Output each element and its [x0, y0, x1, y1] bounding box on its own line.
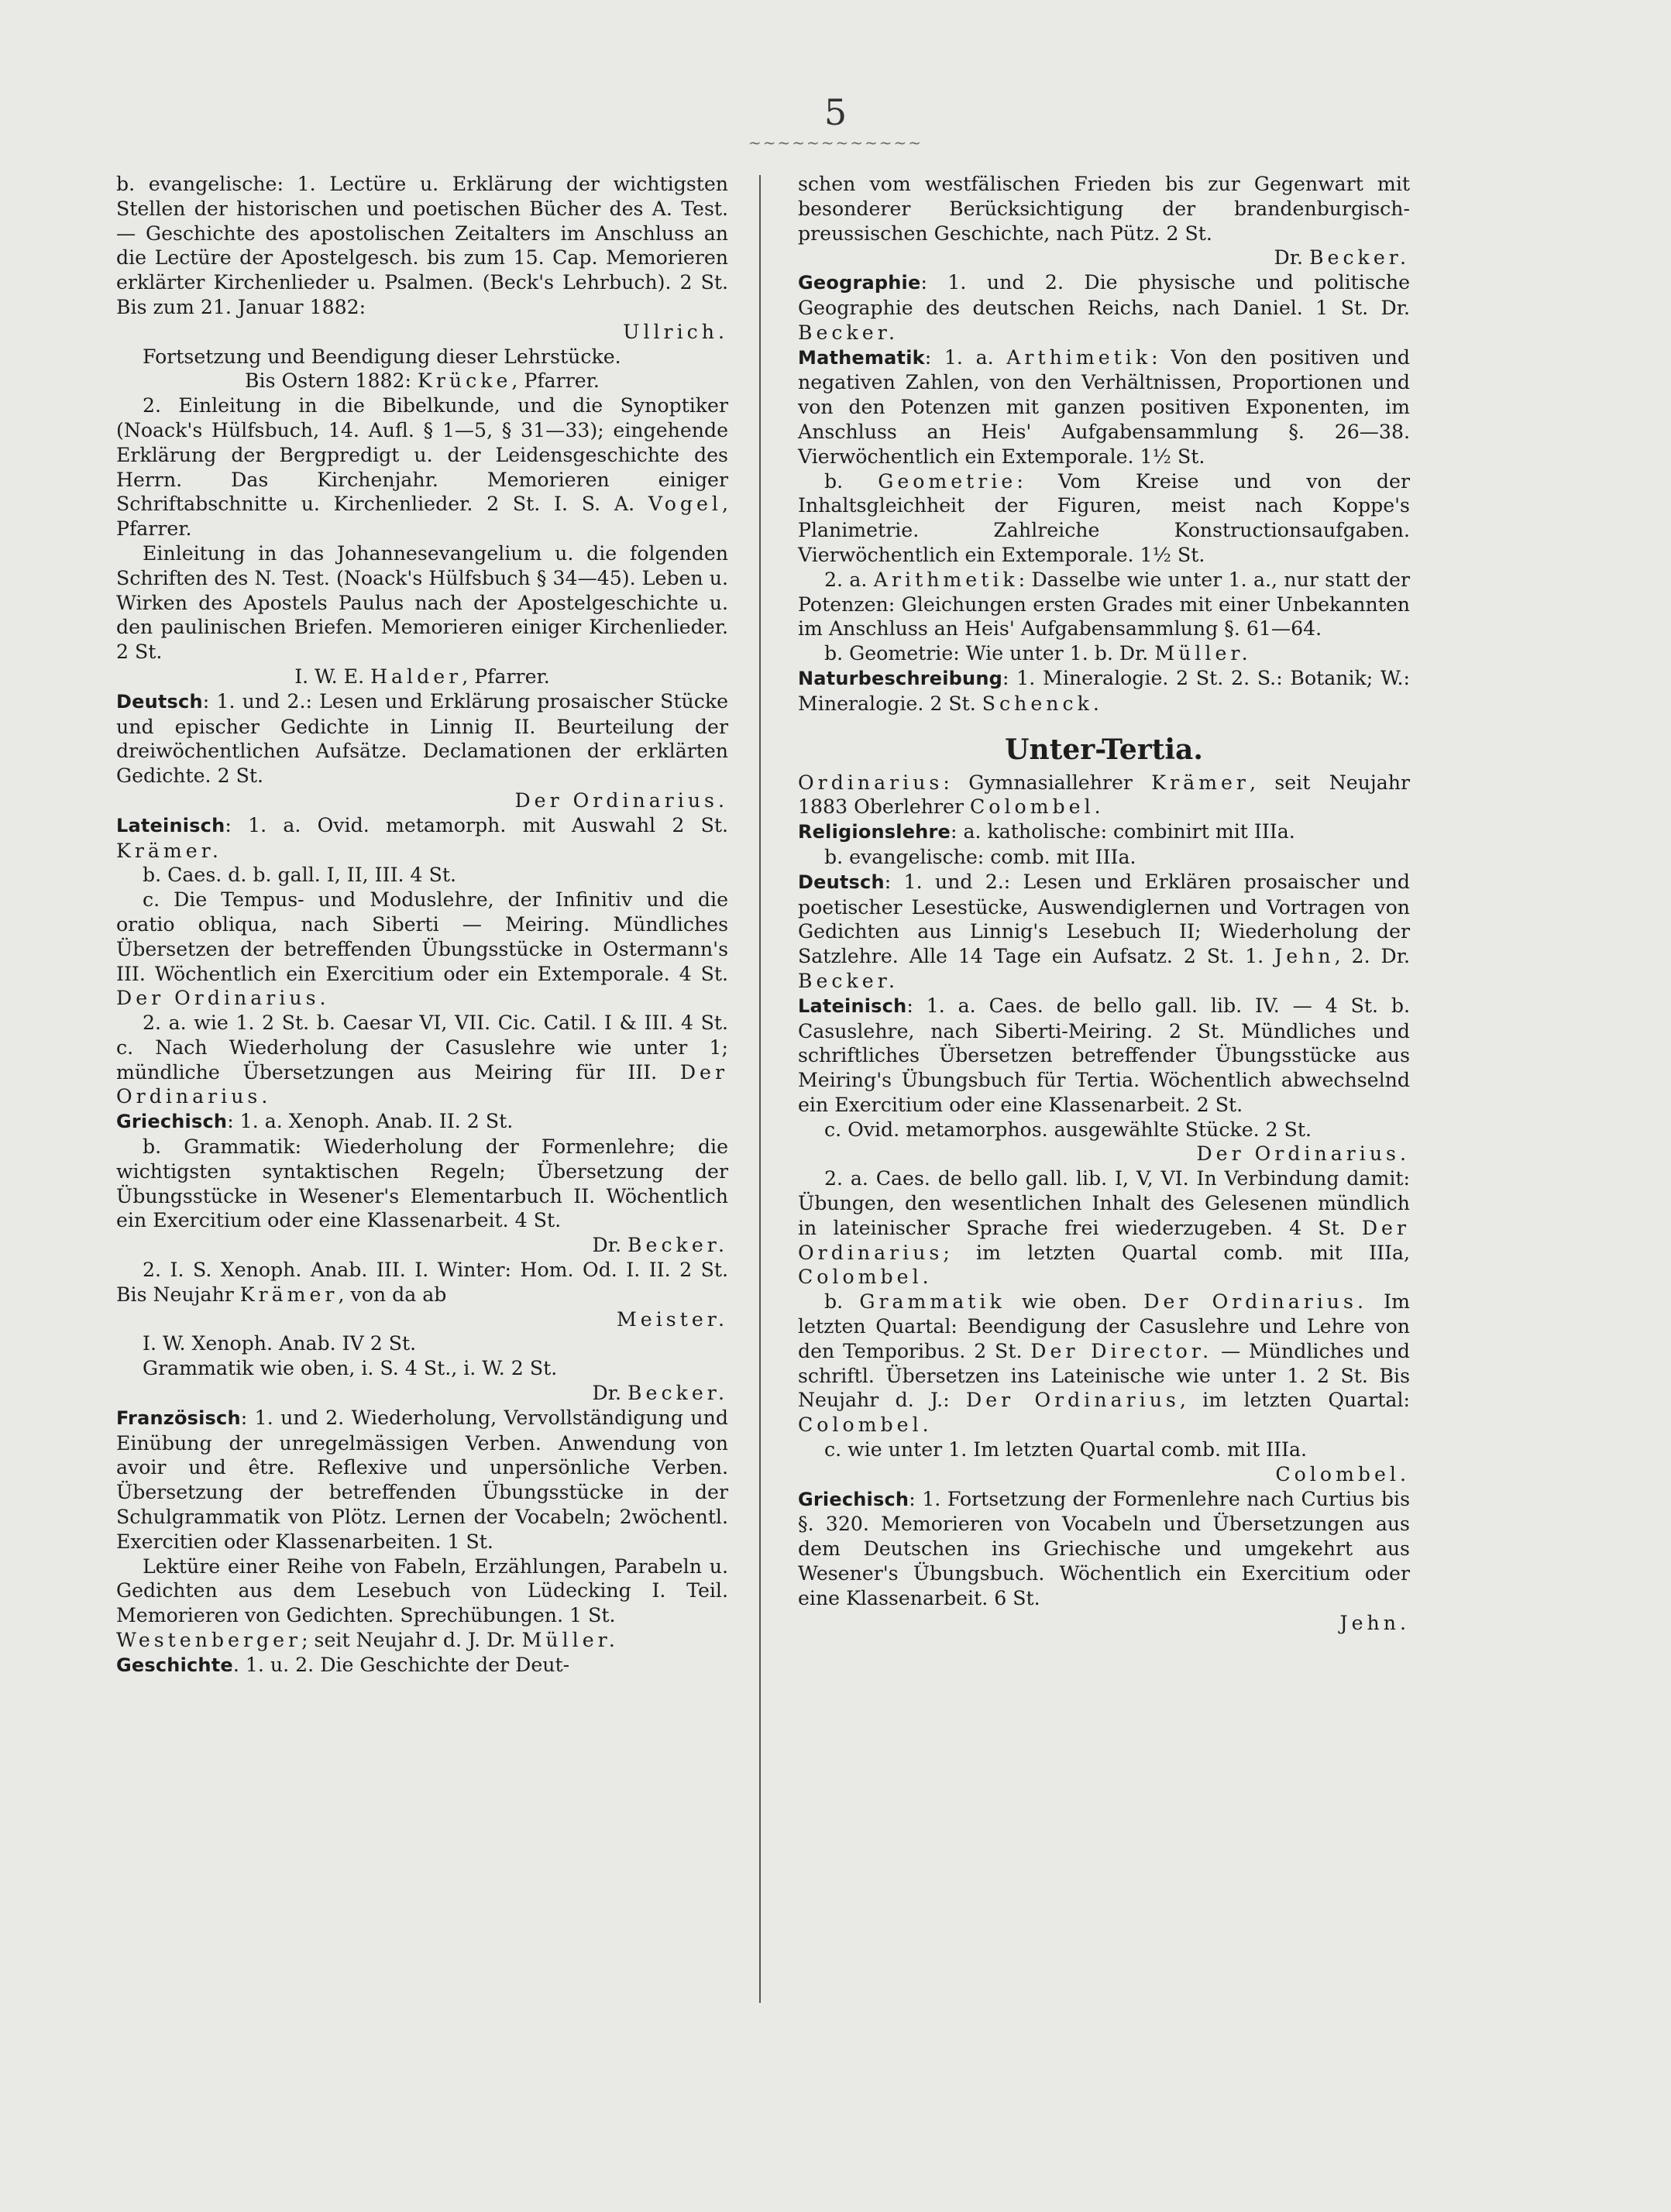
spaced-name: Colombel.: [798, 1266, 933, 1289]
text-run: c. wie unter 1. Im letzten Quartal comb. mit IIIa.: [824, 1438, 1308, 1462]
paragraph-l7: [116, 665, 728, 689]
paragraph-s12: [798, 1487, 1410, 1611]
text-run: b. evangelische: comb. mit IIIa.: [824, 845, 1136, 868]
spaced-name: Ullrich.: [623, 320, 728, 343]
spaced-name: Jehn.: [1339, 1611, 1410, 1634]
text-run: : Vom Kreise und von der Inhaltsgleichheit der Figuren, meist nach Koppe's Planimetrie. Zahlreiche Konstructionsaufgaben. Vierwöchentlich ein Extemporale. 1½ St.: [798, 469, 1410, 566]
subject-heading: Mathematik: [798, 346, 925, 369]
subject-heading: Religionslehre: [798, 821, 951, 843]
text-run: , Pfarrer.: [511, 369, 600, 393]
spaced-name: Colombel.: [798, 1413, 933, 1437]
paragraph-s13: [798, 1611, 1410, 1636]
text-run: : Dasselbe wie unter 1. a., nur statt der Potenzen: Gleichungen ersten Grades mit einer Unbekannten im Anschluss an Heis' Aufgabensammlung §. 61—64.: [798, 568, 1410, 641]
right-column: [798, 172, 1410, 1635]
spaced-name: Müller.: [1154, 642, 1252, 665]
header-ornament: ~~~~~~~~~~~~: [748, 133, 923, 152]
text-run: : 1. und 2. Wiederholung, Vervollständigung und Einübung der unregelmässigen Verben. Anwendung von avoir und être. Reflexive und unpersönliche Verben. Übersetzung der betreffenden Übungsstücke in der Schulgrammatik von Plötz. Lernen der Vocabeln; 2wöchentl. Exercitien oder Klassenarbeiten. 1 St.: [116, 1406, 728, 1553]
text-run: Dr.: [592, 1382, 628, 1405]
spaced-name: Krämer: [239, 1283, 339, 1306]
section-title: Unter-Tertia.: [1005, 733, 1203, 766]
paragraph-r3: [798, 270, 1410, 345]
paragraph-r6: [798, 568, 1410, 641]
spaced-name: Der Ordinarius: [798, 1216, 1410, 1264]
text-run: 2. a.: [824, 568, 874, 591]
spaced-name: Grammatik: [859, 1290, 1006, 1314]
spaced-name: Westenberger: [116, 1629, 302, 1652]
text-run: Fortsetzung und Beendigung dieser Lehrstücke.: [143, 345, 621, 368]
text-run: ; seit Neujahr d. J. Dr.: [301, 1629, 522, 1652]
text-run: 2. a. wie 1. 2 St. b. Caesar VI, VII. Cic. Catil. I & III. 4 St. c. Nach Wiederholung der Casuslehre wie unter 1; mündliche Übersetzungen aus Meiring für III.: [116, 1012, 728, 1084]
text-run: c. Die Tempus- und Moduslehre, der Infinitiv und die oratio obliqua, nach Siberti — Meiring. Mündliches Übersetzen der betreffenden Übungsstücke in Ostermann's III. Wöchentlich ein Exercitium oder ein Extemporale. 4 St.: [116, 888, 728, 985]
text-run: Dr.: [1274, 246, 1310, 270]
subject-heading: Geschichte: [116, 1654, 233, 1676]
right-column-lower: [798, 771, 1410, 1636]
text-run: Grammatik wie oben, i. S. 4 St., i. W. 2 St.: [143, 1357, 558, 1380]
spaced-name: Krücke: [418, 369, 512, 393]
text-run: , Pfarrer.: [462, 665, 550, 688]
text-run: ; im letzten Quartal comb. mit IIIa,: [943, 1241, 1410, 1264]
text-run: 2. I. S. Xenoph. Anab. III. I. Winter: Hom. Od. I. II. 2 St. Bis Neujahr: [116, 1259, 728, 1306]
text-run: : Gymnasiallehrer: [943, 771, 1152, 794]
spaced-name: Colombel.: [970, 795, 1105, 819]
paragraph-s1: [798, 771, 1410, 820]
text-run: I. W. Xenoph. Anab. IV 2 St.: [143, 1332, 417, 1355]
subject-heading: Griechisch: [116, 1111, 228, 1133]
text-run: b. Geometrie: Wie unter 1. b. Dr.: [824, 642, 1155, 665]
paragraph-l3: [116, 345, 728, 369]
text-run: : Von den positiven und negativen Zahlen, von den Verhältnissen, Proportionen und von den Potenzen mit ganzen positiven Exponenten, im Anschluss an Heis' Aufgabensammlung §. 26—38. Vierwöchentlich ein Extemporale. 1½ St.: [798, 345, 1410, 468]
paragraph-r8: [798, 666, 1410, 716]
text-run: : 1. und 2. Die physische und politische Geographie des deutschen Reichs, nach Daniel. 1 St. Dr.: [798, 271, 1410, 319]
paragraph-l5: [116, 393, 728, 541]
paragraph-l21: [116, 1381, 728, 1406]
paragraph-l11: [116, 863, 728, 888]
spaced-name: Halder: [370, 665, 462, 688]
paragraph-s5: [798, 994, 1410, 1118]
subject-heading: Lateinisch: [116, 814, 225, 836]
paragraph-s9: [798, 1290, 1410, 1437]
text-run: : 1. a. Caes. de bello gall. lib. IV. — 4 St. b. Casuslehre, nach Siberti-Meiring. 2 St. Mündliches und schriftliches Übersetzen betreffender Übungsstücke aus Meiring's Übungsbuch für Tertia. Wöchentlich abwechselnd ein Exercitium oder eine Klassenarbeit. 2 St.: [798, 994, 1410, 1116]
text-run: b. Grammatik: Wiederholung der Formenlehre; die wichtigsten syntaktischen Regeln; Übersetzung der Übungsstücke in Wesener's Elementarbuch II. Wöchentlich ein Exercitium oder eine Klassenarbeit. 4 St.: [116, 1135, 728, 1232]
text-run: Dr.: [592, 1234, 628, 1257]
paragraph-l22: [116, 1406, 728, 1554]
paragraph-l2: [116, 320, 728, 345]
text-run: , von da ab: [338, 1283, 447, 1306]
spaced-name: Arthimetik: [1006, 345, 1152, 369]
paragraph-l12: [116, 888, 728, 1011]
text-run: I. W. E.: [294, 665, 371, 688]
text-run: c. Ovid. metamorphos. ausgewählte Stücke. 2 St.: [824, 1118, 1312, 1141]
subject-heading: Deutsch: [116, 690, 203, 713]
paragraph-l6: [116, 541, 728, 665]
paragraph-l8: [116, 689, 728, 788]
text-run: wie oben.: [1005, 1290, 1144, 1314]
spaced-name: Meister.: [617, 1307, 728, 1331]
spaced-name: Der Ordinarius.: [116, 987, 330, 1010]
text-run: : 1. a. Xenoph. Anab. II. 2 St.: [227, 1110, 514, 1133]
text-run: b.: [824, 469, 878, 493]
paragraph-l10: [116, 813, 728, 864]
paragraph-l9: [116, 788, 728, 813]
paragraph-l23: [116, 1554, 728, 1628]
text-run: 2. Einleitung in die Bibelkunde, und die Synoptiker (Noack's Hülfsbuch, 14. Aufl. § 1—5, § 31—33); eingehende Erklärung der Bergpredigt u. der Leidensgeschichte des Herrn. Das Kirchenjahr. Memorieren einiger Schriftabschnitte u. Kirchenlieder. 2 St. I. S. A.: [116, 394, 728, 516]
paragraph-l19: [116, 1331, 728, 1356]
text-run: : 1. a. Ovid. metamorph. mit Auswahl 2 St.: [225, 813, 728, 836]
subject-heading: Griechisch: [798, 1488, 909, 1510]
spaced-name: Der Ordinarius.: [116, 1060, 728, 1108]
paragraph-r4: [798, 345, 1410, 469]
text-run: : 1. und 2.: Lesen und Erklären prosaischer und poetischer Lesestücke, Auswendiglernen und Vortragen von Gedichten aus Linnig's Lesebuch II; Wiederholung der Satzlehre. Alle 14 Tage ein Aufsatz. 2 St. 1.: [798, 870, 1410, 968]
text-run: : 1. Fortsetzung der Formenlehre nach Curtius bis §. 320. Memorieren von Vocabeln und Übersetzungen aus dem Deutschen ins Griechische und umgekehrt aus Wesener's Übungsbuch. Wöchentlich ein Exercitium oder eine Klassenarbeit. 6 St.: [798, 1487, 1410, 1609]
text-run: — Mündliches und schriftl. Übersetzen ins Lateinische wie unter 1. 2 St. Bis Neujahr d. J.:: [798, 1339, 1410, 1412]
text-run: , seit Neujahr 1883 Oberlehrer: [798, 771, 1410, 819]
paragraph-r2: [798, 246, 1410, 270]
spaced-name: Becker.: [627, 1234, 728, 1257]
spaced-name: Arithmetik: [873, 568, 1019, 591]
text-run: : a. katholische: combinirt mit IIIa.: [950, 820, 1295, 843]
text-run: b. evangelische: 1. Lectüre u. Erklärung der wichtigsten Stellen der historischen und poetischen Bücher des A. Test. — Geschichte des apostolischen Zeitalters im Anschluss an die Lectüre der Apostelgesch. bis zum 15. Cap. Memorieren erklärter Kirchenlieder u. Psalmen. (Beck's Lehrbuch). 2 St. Bis zum 21. Januar 1882:: [116, 173, 728, 318]
paragraph-s3: [798, 845, 1410, 870]
text-run: Lektüre einer Reihe von Fabeln, Erzählungen, Parabeln u. Gedichten aus dem Lesebuch von Lüdecking I. Teil. Memorieren von Gedichten. Sprechübungen. 1 St.: [116, 1554, 728, 1627]
paragraph-l1: [116, 172, 728, 320]
column-divider: [759, 175, 761, 2003]
spaced-name: Der Ordinarius.: [514, 788, 728, 812]
subject-heading: Naturbeschreibung: [798, 667, 1003, 689]
text-run: : 1. und 2.: Lesen und Erklärung prosaischer Stücke und epischer Gedichte in Linnig II. Beurteilung der dreiwöchentlichen Aufsätze. Declamationen der erklärten Gedichte. 2 St.: [116, 689, 728, 788]
spaced-name: Der Ordinarius: [966, 1389, 1180, 1412]
paragraph-l4: [116, 369, 728, 393]
spaced-name: Krämer: [1151, 771, 1250, 794]
spaced-name: Becker.: [798, 969, 899, 992]
paragraph-l16: [116, 1233, 728, 1258]
page-number: 5: [823, 91, 848, 133]
subject-heading: Deutsch: [798, 871, 885, 893]
text-run: Einleitung in das Johannesevangelium u. die folgenden Schriften des N. Test. (Noack's Hülfsbuch § 34—45). Leben u. Wirken des Apostels Paulus nach der Apostelgeschichte u. den paulinischen Briefen. Memorieren einiger Kirchenlieder. 2 St.: [116, 541, 728, 664]
paragraph-s6: [798, 1118, 1410, 1142]
text-run: b. Caes. d. b. gall. I, II, III. 4 St.: [143, 864, 456, 887]
text-run: 2. a. Caes. de bello gall. lib. I, V, VI. In Verbindung damit: Übungen, den wesentlichen Inhalt des Gelesenen mündlich in lateinischer Sprache frei wiederzugeben. 4 St.: [798, 1167, 1410, 1239]
subject-heading: Geographie: [798, 272, 921, 294]
spaced-name: Jehn: [1274, 945, 1335, 968]
spaced-name: Krämer.: [116, 839, 222, 862]
text-run: : 1. a.: [924, 345, 1007, 369]
paragraph-r5: [798, 469, 1410, 568]
paragraph-s8: [798, 1166, 1410, 1290]
paragraph-l18: [116, 1307, 728, 1332]
spaced-name: Ordinarius: [798, 771, 944, 794]
subject-heading: Französisch: [116, 1407, 241, 1429]
text-run: , 2. Dr.: [1334, 945, 1410, 968]
left-column: [116, 172, 728, 1678]
paragraph-l20: [116, 1356, 728, 1381]
text-run: Im letzten Quartal: Beendigung der Casuslehre und Lehre von den Temporibus. 2 St.: [798, 1290, 1410, 1362]
spaced-name: Der Director.: [1030, 1339, 1213, 1362]
text-run: . 1. u. 2. Die Geschichte der Deut-: [232, 1653, 570, 1676]
spaced-name: Müller.: [521, 1629, 619, 1652]
subject-heading: Lateinisch: [798, 994, 907, 1017]
paragraph-s11: [798, 1462, 1410, 1487]
paragraph-l14: [116, 1109, 728, 1135]
spaced-name: Schenck.: [982, 692, 1103, 715]
paragraph-s4: [798, 870, 1410, 994]
paragraph-l17: [116, 1258, 728, 1307]
paragraph-s7: [798, 1142, 1410, 1166]
spaced-name: Vogel: [648, 493, 722, 516]
spaced-name: Becker.: [798, 321, 899, 344]
spaced-name: Der Ordinarius.: [1196, 1142, 1410, 1166]
text-run: : 1. Mineralogie. 2 St. 2. S.: Botanik; W.: Mineralogie. 2 St.: [798, 666, 1410, 715]
text-run: b.: [824, 1290, 860, 1314]
text-run: Bis Ostern 1882:: [245, 369, 418, 393]
paragraph-r1: [798, 172, 1410, 246]
text-run: schen vom westfälischen Frieden bis zur Gegenwart mit besonderer Berücksichtigung der brandenburgisch-preussischen Geschichte, nach Pütz. 2 St.: [798, 173, 1410, 245]
right-column-upper: [798, 172, 1410, 716]
text-run: , im letzten Quartal:: [1179, 1389, 1410, 1412]
paragraph-l25: [116, 1653, 728, 1678]
paragraph-l15: [116, 1135, 728, 1233]
paragraph-l13: [116, 1011, 728, 1109]
text-run: , Pfarrer.: [116, 493, 728, 541]
spaced-name: Der Ordinarius.: [1143, 1290, 1367, 1314]
spaced-name: Colombel.: [1275, 1462, 1410, 1486]
paragraph-s2: [798, 819, 1410, 845]
spaced-name: Geometrie: [878, 469, 1017, 493]
paragraph-r7: [798, 641, 1410, 666]
paragraph-s10: [798, 1437, 1410, 1462]
spaced-name: Becker.: [627, 1382, 728, 1405]
spaced-name: Becker.: [1309, 246, 1410, 270]
paragraph-l24: [116, 1628, 728, 1653]
